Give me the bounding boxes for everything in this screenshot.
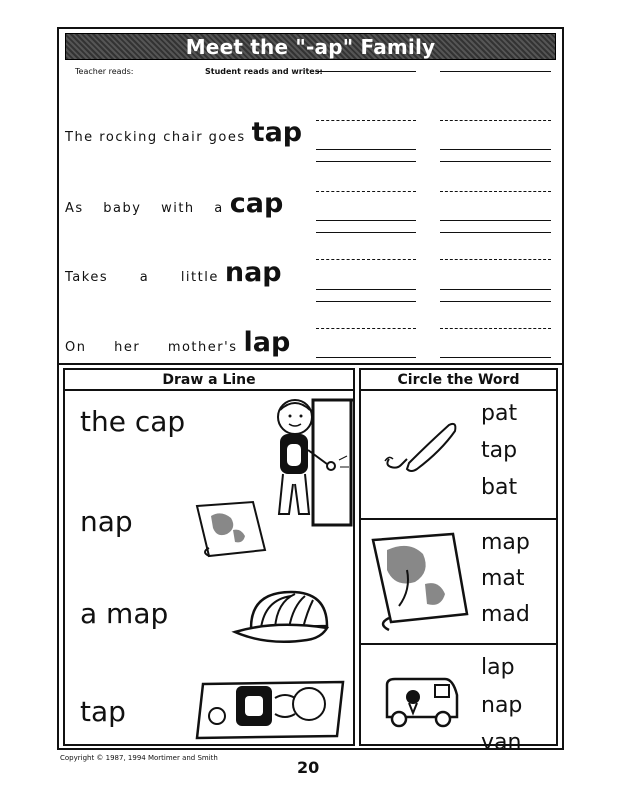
writing-line[interactable] bbox=[440, 357, 551, 358]
circle-group-3 bbox=[361, 645, 556, 755]
word-choice[interactable]: van bbox=[481, 730, 522, 755]
circle-group-1 bbox=[361, 391, 556, 520]
word-choice[interactable]: tap bbox=[481, 438, 518, 463]
poem-section bbox=[59, 60, 562, 363]
poem-word: lap bbox=[243, 327, 291, 358]
teacher-label: Teacher reads: bbox=[75, 67, 134, 76]
word-choice[interactable]: pat bbox=[481, 401, 518, 426]
writing-line[interactable] bbox=[440, 149, 551, 150]
baby-nap-picture[interactable] bbox=[191, 676, 351, 742]
page-number: 20 bbox=[297, 758, 320, 777]
word-choice[interactable]: lap bbox=[481, 655, 515, 680]
word-choice[interactable]: map bbox=[481, 530, 530, 555]
poem-text: Takes a little bbox=[65, 270, 219, 285]
poem-word: nap bbox=[224, 257, 282, 288]
draw-line-heading: Draw a Line bbox=[65, 370, 353, 391]
copyright: Copyright © 1987, 1994 Mortimer and Smith bbox=[60, 754, 218, 762]
phrase-item[interactable]: the cap bbox=[80, 405, 186, 438]
map-picture[interactable] bbox=[193, 500, 269, 560]
phrase-item[interactable]: nap bbox=[80, 505, 133, 538]
poem-line-3 bbox=[65, 257, 282, 288]
map-picture bbox=[367, 530, 473, 634]
section-divider bbox=[59, 363, 562, 365]
writing-line[interactable] bbox=[316, 289, 416, 290]
circle-word-panel bbox=[359, 368, 558, 755]
word-choice[interactable]: mat bbox=[481, 566, 525, 591]
baby-cap-picture[interactable] bbox=[265, 392, 357, 527]
poem-word: tap bbox=[251, 117, 303, 148]
circle-group-2 bbox=[361, 520, 556, 645]
word-choice[interactable]: mad bbox=[481, 602, 530, 627]
cap-picture[interactable] bbox=[231, 588, 331, 658]
draw-line-panel bbox=[63, 368, 355, 746]
writing-line[interactable] bbox=[440, 289, 551, 290]
writing-line[interactable] bbox=[440, 220, 551, 221]
student-label: Student reads and writes: bbox=[205, 67, 323, 76]
worksheet-page bbox=[57, 27, 564, 755]
circle-word-heading: Circle the Word bbox=[361, 370, 556, 391]
van-picture bbox=[383, 677, 463, 729]
poem-text: As baby with a bbox=[65, 201, 224, 216]
poem-line-1 bbox=[65, 117, 302, 148]
word-choice[interactable]: nap bbox=[481, 693, 523, 718]
phrase-item[interactable]: a map bbox=[80, 597, 169, 630]
poem-text: The rocking chair goes bbox=[65, 130, 246, 145]
writing-line[interactable] bbox=[316, 149, 416, 150]
phrase-item[interactable]: tap bbox=[80, 695, 126, 728]
poem-word: cap bbox=[229, 188, 284, 219]
writing-line[interactable] bbox=[316, 357, 416, 358]
poem-line-2 bbox=[65, 188, 283, 219]
poem-text: On her mother's bbox=[65, 340, 238, 355]
bat-picture bbox=[379, 419, 459, 479]
word-choice[interactable]: bat bbox=[481, 475, 518, 500]
writing-line[interactable] bbox=[316, 220, 416, 221]
title-bar bbox=[65, 33, 556, 60]
poem-line-4 bbox=[65, 327, 290, 358]
page-title: Meet the "-ap" Family bbox=[185, 34, 436, 59]
